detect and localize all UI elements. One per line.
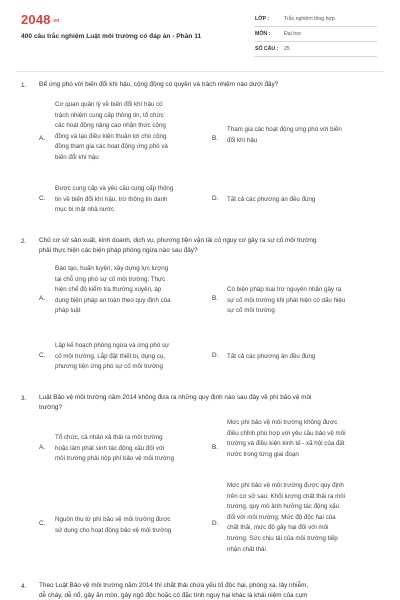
option-label: D. [212, 195, 219, 202]
meta-subject-label: MÔN : [255, 31, 271, 37]
meta-subject [254, 29, 377, 42]
option-text: Cơ quan quản lý về biến đổi khí hậu có trách nhiệm cung cấp thông tin, tổ chức các hoạt động nâng cao nhận thức cộng đồng và tạo điều kiện thuận lợi cho cộng đồng tham gia các hoạt động ứng phó và biến đổi khí hậu [55, 101, 168, 161]
page-title: 400 câu trắc nghiệm Luật môi trường có đáp án - Phần 11 [21, 33, 202, 40]
option-label: D. [212, 520, 219, 527]
option-text: Mức phí bảo vệ môi trường không được điều chỉnh phù hợp với yêu cầu bảo vệ môi trường và điều kiện kinh tế - xã hội của đất nước trong từng giai đoạn [227, 419, 346, 458]
meta-class [254, 14, 377, 27]
meta-count-value: 25 [284, 46, 290, 52]
question-number: 3. [21, 395, 27, 402]
meta-class-value: Trắc nghiệm tổng hợp [284, 16, 335, 22]
question-text: Để ứng phó với biến đổi khí hậu, cộng đồng có quyền và trách nhiệm nào dưới đây? [39, 81, 279, 88]
option-text: Mức phí bảo vệ môi trường được quy định trên cơ sở sau: Khối lượng chất thải ra môi trường, quy mô ảnh hưởng tác động xấu đối với môi trường; Mức độ độc hại của chất thải, mức độ gây hại đối với môi trường; Sức chịu tải của môi trường tiếp nhận chất thải [227, 482, 346, 553]
option-label: B. [212, 444, 219, 451]
option-text: Nguồn thu từ phí bảo vệ môi trường được sử dụng cho hoạt động bảo vệ môi trường [55, 516, 172, 534]
question-number: 2. [21, 238, 27, 245]
meta-subject-value: Đại học [284, 31, 302, 37]
meta-class-label: LỚP : [255, 16, 270, 22]
option-label: B. [212, 295, 219, 302]
meta-count [254, 44, 377, 57]
option-text: Có biện pháp loại trừ nguyên nhân gây ra sự cố môi trường khi phát hiện có dấu hiệu sự cố môi trường [227, 286, 346, 315]
option-text: Tổ chức, cá nhân xả thải ra môi trường hoặc làm phát sinh tác động xấu đối với môi trường phải nộp phí bảo vệ môi trường [55, 434, 174, 463]
option-label: A. [39, 135, 46, 142]
option-label: D. [212, 352, 219, 359]
option-label: A. [39, 444, 46, 451]
question-number: 1. [21, 82, 27, 89]
site-logo[interactable]: 2048.vn [21, 12, 60, 27]
option-text: Lập kế hoạch phòng ngừa và ứng phó sự cố môi trường; Lắp đặt thiết bị, dụng cụ, phương tiện ứng phó sự cố môi trường [55, 342, 170, 371]
question-number: 4. [21, 583, 27, 590]
question-text: Chủ cơ sở sản xuất, kinh doanh, dịch vụ, phương tiện vận tải có nguy cơ gây ra sự cố môi trường phải thực hiện các biện pháp phòng ngừa nào sau đây? [39, 237, 317, 254]
option-label: C. [39, 520, 46, 527]
option-text: Tất cả các phương án đều đúng [227, 353, 316, 360]
option-text: Tất cả các phương án đều đúng [227, 196, 316, 203]
option-label: B. [212, 135, 219, 142]
option-label: A. [39, 295, 46, 302]
option-label: C. [39, 195, 46, 202]
option-text: Được cung cấp và yêu cầu cung cấp thông tin về biến đổi khí hậu, trừ thông tin danh mục bí mật nhà nước [55, 185, 174, 214]
option-text: Tham gia các hoạt động ứng phó với biến đổi khí hậu [227, 126, 342, 144]
question-text: Theo Luật Bảo vệ môi trường năm 2014 thì chất thải chứa yếu tố độc hại, phóng xạ, lây nhiễm, dễ cháy, dễ nổ, gây ăn mòn, gây ngộ độc hoặc có đặc tính nguy hại khác là khái niệm của cụm [39, 582, 309, 599]
meta-count-label: SỐ CÂU : [255, 46, 279, 52]
option-text: Đào tạo, huấn luyện, xây dựng lực lượng tại chỗ ứng phó sự cố môi trường; Thực hiện chế độ kiểm tra thường xuyên, áp dụng biện pháp an toàn theo quy định của pháp luật [55, 265, 171, 315]
option-label: C. [39, 352, 46, 359]
question-text: Luật Bảo vệ môi trường năm 2014 không đưa ra những quy định nào sau đây về phí bảo vệ môi trường? [39, 394, 312, 411]
document-header [0, 0, 400, 70]
header-divider [16, 71, 384, 72]
